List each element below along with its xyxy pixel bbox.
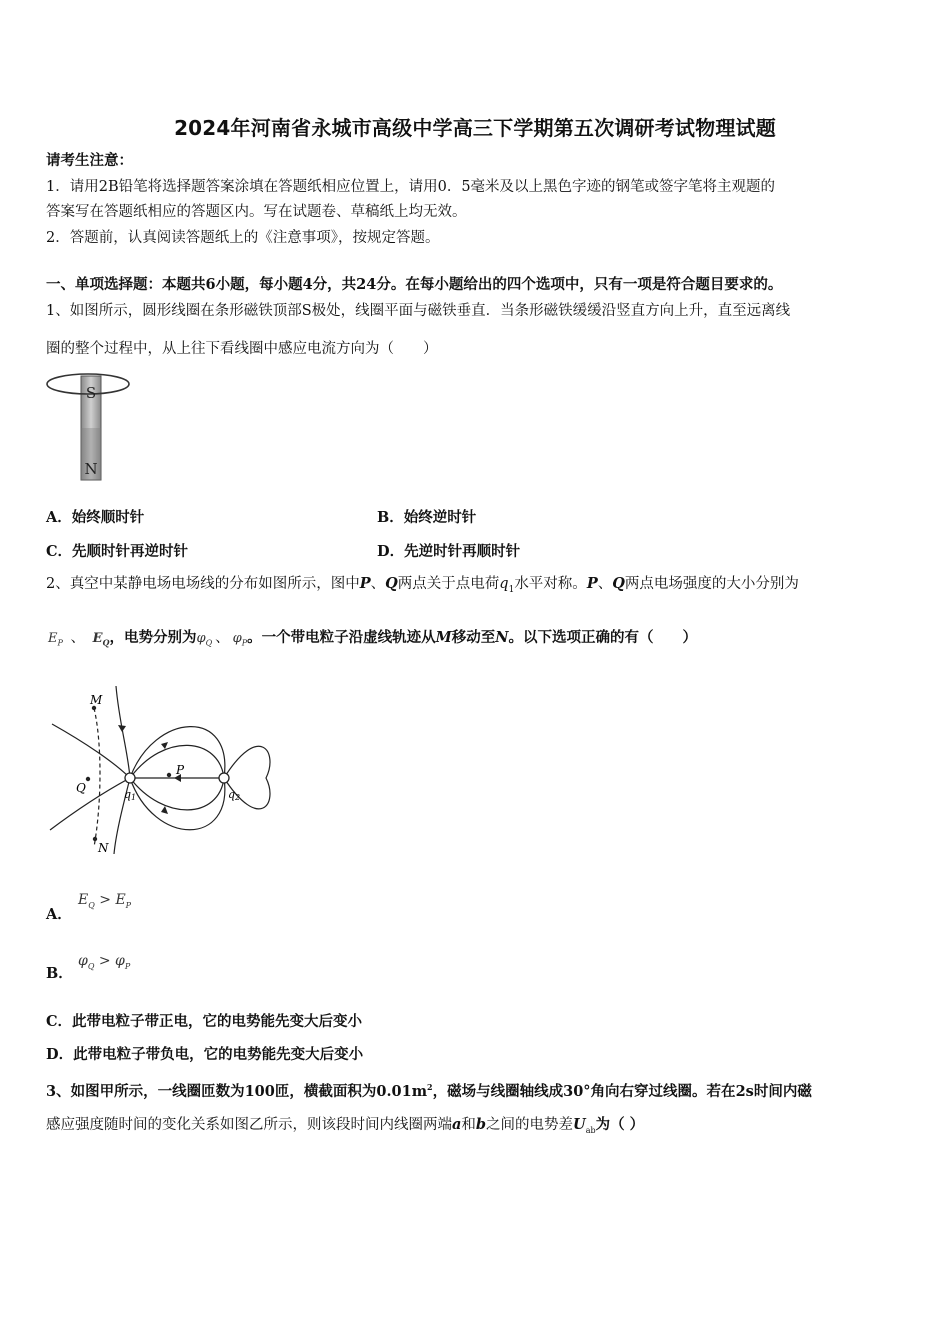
q1-option-b[interactable] [377,506,476,527]
charge-q-sub: 1 [508,584,515,595]
label-q2 [228,788,240,802]
point-q: Q [612,575,625,592]
math-symbol: E [48,631,58,646]
option-text: 始终顺时针 [71,509,145,526]
math-symbol: E [78,892,89,908]
label-q2-sub: 2 [235,793,241,802]
notice-line-1: 1．请用2B铅笔将选择题答案涂填在答题纸相应位置上，请用0．5毫米及以上黑色字迹的钢笔或签字笔将主观题的 [46,179,776,195]
q1-magnet-figure [44,368,136,486]
text-run: ，电势分别为 [109,629,197,646]
q2-option-d[interactable] [46,1043,363,1064]
charge-q2 [219,773,229,783]
text-run: 、 [215,630,230,646]
text-run: 和 [461,1117,476,1133]
q1-option-a[interactable] [46,506,144,527]
text-run: 移动至 [451,629,496,646]
field-line [52,724,130,778]
math-sub: P [125,900,132,910]
section-heading: 一、单项选择题：本题共6小题，每小题4分，共24分。在每小题给出的四个选项中，只有一项是符合题目要求的。 [46,276,783,293]
notice-line-2: 2．答题前，认真阅读答题纸上的《注意事项》，按规定答题。 [46,230,440,246]
q3-stem-line1 [46,1077,812,1102]
math-sub: Q [88,900,95,910]
math-op: > [94,953,116,969]
time-value: 2s [735,1082,754,1100]
math-sub: Q [87,961,95,971]
option-label: C． [46,1013,73,1030]
math-ep [48,631,63,646]
math-phip [233,631,248,646]
q2-field-figure [44,682,274,857]
text-run: 两点电场强度的大小分别为 [624,576,799,592]
text-run: 角向右穿过线圈。若在 [590,1082,736,1100]
label-q2-main: q [228,788,236,801]
text-run: 3、如图甲所示，一线圈匝数为 [46,1082,245,1100]
math-eq [93,631,110,646]
math-symbol: E [115,892,126,908]
notice-line-1b: 答案写在答题纸相应的答题区内。写在试题卷、草稿纸上均无效。 [46,204,467,220]
field-line [130,778,225,830]
text-run: 两点关于点电荷 [397,576,500,592]
field-line [50,778,130,830]
text-run: 、 [70,630,85,646]
q2-option-a-label[interactable]: A． [46,906,72,923]
option-text: 先顺时针再逆时针 [72,543,189,560]
arrow-head [161,742,168,749]
option-text: 此带电粒子带正电，它的电势能先变大后变小 [72,1013,363,1030]
text-run: 。一个带电粒子沿虚线轨迹从 [247,629,436,646]
text-run: 、 [370,576,386,592]
label-q1-sub: 1 [131,793,137,802]
arrow-head [118,725,126,732]
option-label: D． [46,1046,74,1063]
point-n-dot [93,837,97,841]
text-run: 时间内磁 [753,1082,812,1100]
q2-option-b-label[interactable]: B． [46,965,73,982]
magnet-n-label: N [84,460,98,478]
label-n: N [98,841,109,855]
option-label: A． [46,509,72,526]
math-symbol: φ [196,631,206,646]
math-sub: Q [102,637,110,648]
math-symbol: φ [78,953,88,969]
q2-option-a-math [78,892,131,910]
text-run: 2、真空中某静电场电场线的分布如图所示，图中 [46,576,360,592]
text-run: 。以下选项正确的有（ ） [508,629,697,646]
math-phiq [197,631,213,646]
math-sub: P [57,638,63,648]
q1-option-c[interactable] [46,540,188,561]
option-label: D． [377,543,405,560]
option-text: 此带电粒子带负电，它的电势能先变大后变小 [73,1046,364,1063]
q2-option-b-math [78,953,130,971]
terminal-b: b [475,1116,487,1133]
q1-stem-line2: 圈的整个过程中，从上往下看线圈中感应电流方向为（ ） [46,341,438,357]
area-sup: 2 [427,1082,433,1092]
magnet-s-label: S [85,384,97,402]
math-symbol: φ [232,631,242,646]
point-n: N [495,629,509,646]
math-sub: P [241,638,248,648]
label-q1-main: q [124,788,132,801]
particle-trajectory [94,708,100,847]
charge-q: q [499,576,509,592]
math-symbol: E [92,631,103,646]
label-q1 [124,788,136,802]
point-q: Q [385,575,398,592]
q2-stem-line1 [46,574,799,600]
text-run: 匝，横截面积为 [274,1082,377,1100]
text-run: 之间的电势差 [486,1117,574,1133]
label-m: M [90,693,103,707]
voltage-u: U [573,1116,586,1133]
voltage-u-sub: ab [585,1125,596,1135]
q2-stem-line2 [48,628,697,654]
math-op: > [94,892,116,908]
text-run: ，磁场与线圈轴线成 [432,1082,564,1100]
q2-option-c[interactable] [46,1010,362,1031]
math-sub: P [124,961,131,971]
label-p: P [176,763,185,777]
field-line [116,686,130,778]
math-symbol: φ [115,953,125,969]
point-p-dot [167,773,171,777]
arrow-head [161,806,168,814]
charge-q1 [125,773,135,783]
terminal-a: a [452,1116,462,1133]
turns-value: 100 [244,1082,275,1100]
text-run: 感应强度随时间的变化关系如图乙所示，则该段时间内线圈两端 [46,1117,452,1133]
point-p: P [359,575,371,592]
option-text: 先逆时针再顺时针 [404,543,521,560]
option-label: B． [377,509,404,526]
option-label: C． [46,543,73,560]
q1-option-d[interactable] [377,540,520,561]
q3-stem-line2 [46,1115,644,1141]
point-m: M [435,629,452,646]
notice-heading: 请考生注意： [46,152,133,169]
q1-stem-line1: 1、如图所示，圆形线圈在条形磁铁顶部S极处，线圈平面与磁铁垂直．当条形磁铁缓缓沿竖直方向上升，直至远离线 [46,303,791,319]
page-title: 2024年河南省永城市高级中学高三下学期第五次调研考试物理试题 [174,116,776,140]
option-text: 始终逆时针 [403,509,477,526]
text-run: 为（ ） [595,1116,645,1133]
text-run: 水平对称。 [514,576,587,592]
point-q-dot [86,777,90,781]
area-value: 0.01m [376,1082,428,1100]
math-sub: Q [205,638,213,648]
angle-value: 30° [563,1082,591,1100]
point-p: P [586,575,598,592]
label-q: Q [76,781,86,795]
text-run: 、 [597,576,613,592]
